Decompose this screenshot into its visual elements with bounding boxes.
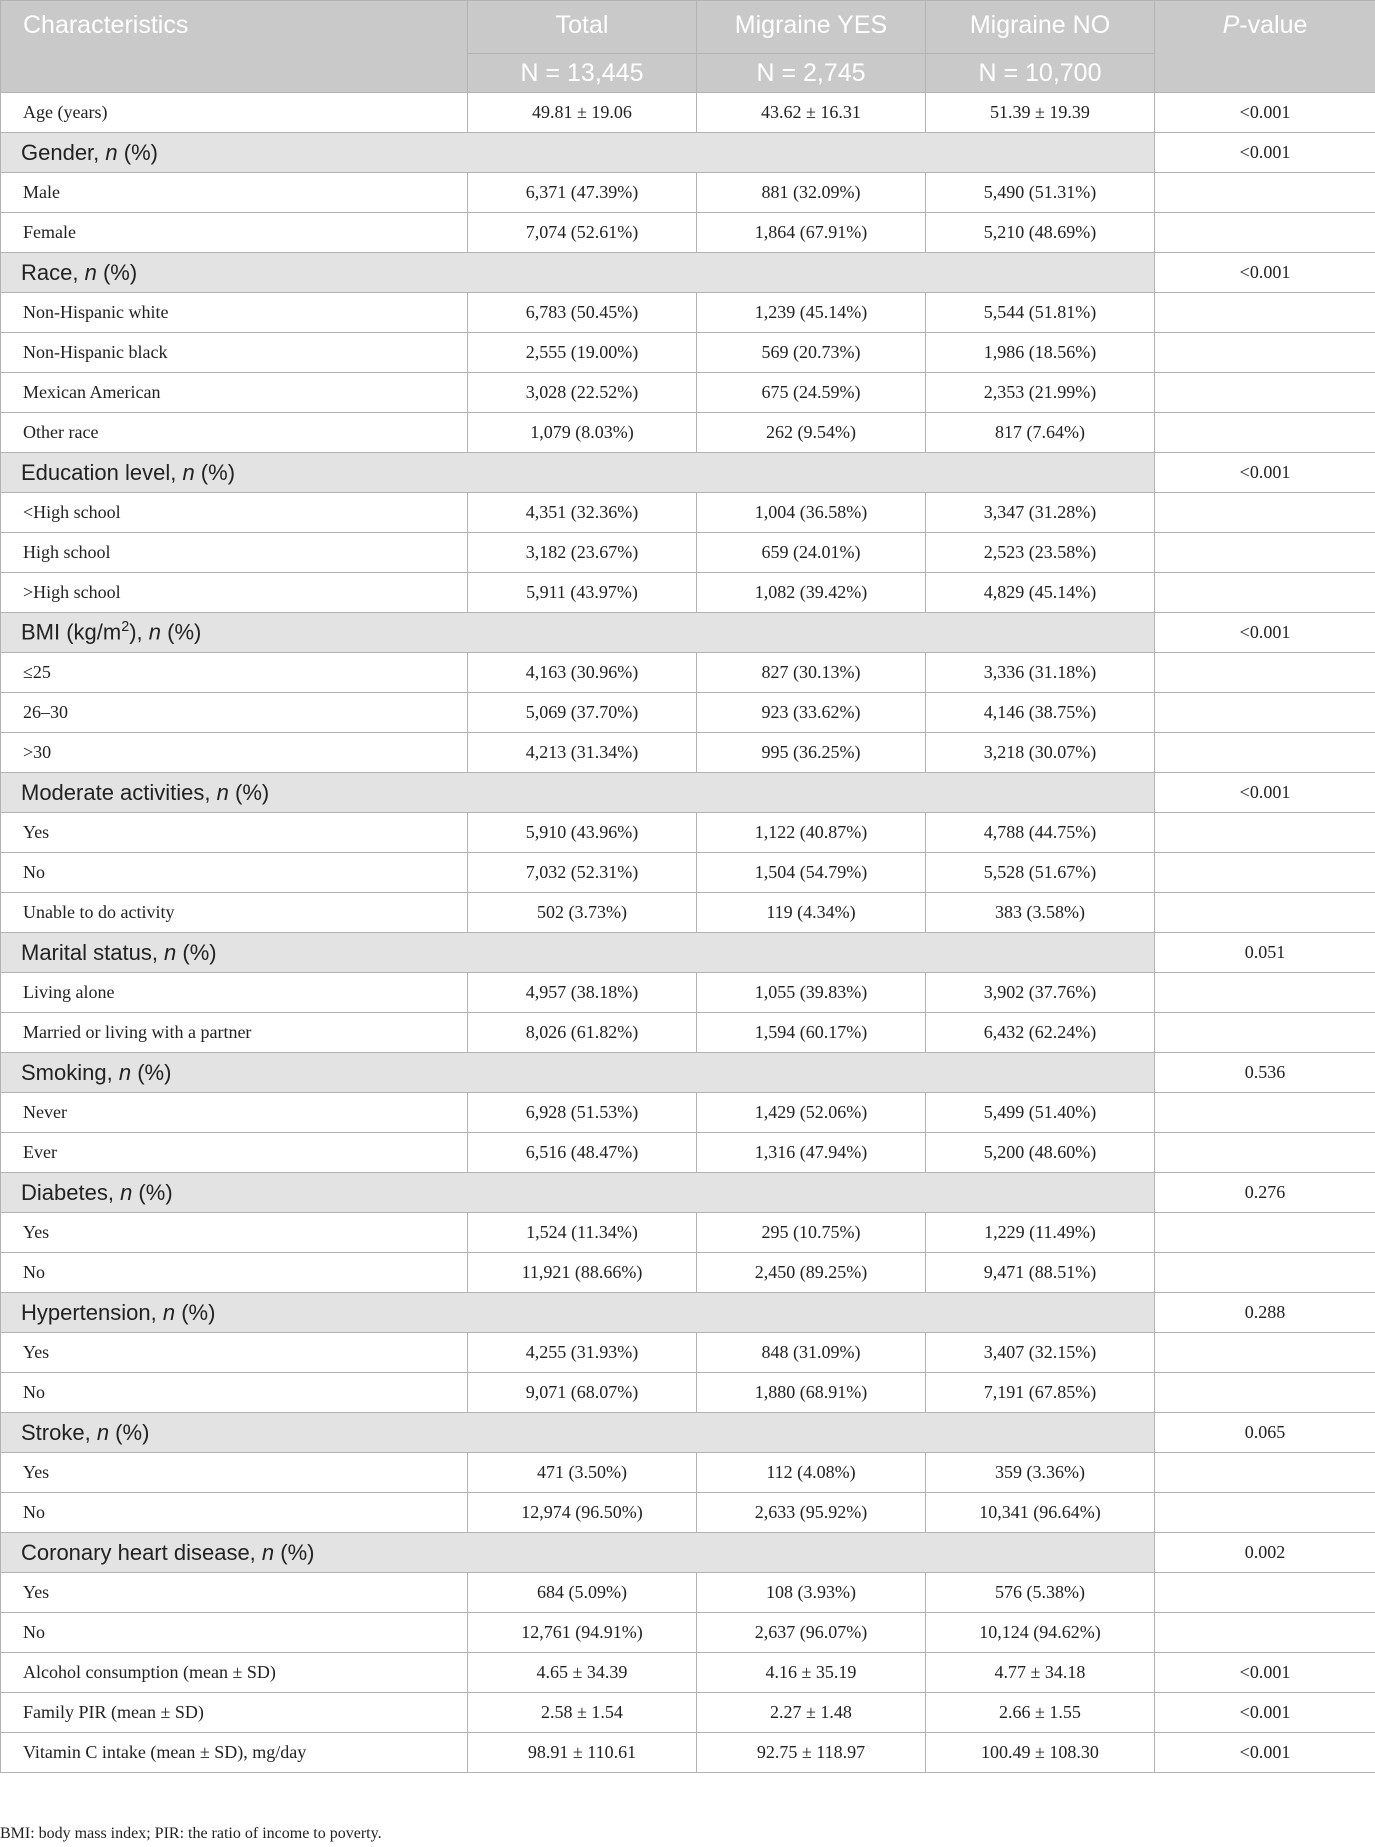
total-cell: 6,928 (51.53%) [468,1093,697,1133]
p-value-cell: 0.051 [1155,933,1375,973]
migraine-no-cell: 10,124 (94.62%) [926,1613,1155,1653]
section-label: Smoking, n (%) [1,1053,1155,1093]
total-cell: 9,071 (68.07%) [468,1373,697,1413]
table-row [1,213,1375,253]
row-label-cell: Ever [1,1133,468,1173]
table-row [1,1453,1375,1493]
p-value-cell: <0.001 [1155,453,1375,493]
total-cell: 502 (3.73%) [468,893,697,933]
header-n-yes: N = 2,745 [697,54,926,93]
total-cell: 49.81 ± 19.06 [468,93,697,133]
migraine-yes-cell: 1,082 (39.42%) [697,573,926,613]
section-header-row [1,1053,1375,1093]
migraine-no-cell: 3,336 (31.18%) [926,653,1155,693]
row-label-cell: Yes [1,1573,468,1613]
p-value-cell [1155,293,1375,333]
total-cell: 4,957 (38.18%) [468,973,697,1013]
section-header-row [1,1293,1375,1333]
migraine-yes-cell: 2,633 (95.92%) [697,1493,926,1533]
total-cell: 6,516 (48.47%) [468,1133,697,1173]
migraine-no-cell: 5,544 (51.81%) [926,293,1155,333]
migraine-yes-cell: 108 (3.93%) [697,1573,926,1613]
row-label-cell: Other race [1,413,468,453]
table-row [1,373,1375,413]
total-cell: 471 (3.50%) [468,1453,697,1493]
row-label-cell: Never [1,1093,468,1133]
section-header-row [1,1413,1375,1453]
section-label: BMI $(kg/m^2)$, n (%) [1,613,1155,653]
total-cell: 4,213 (31.34%) [468,733,697,773]
migraine-yes-cell: 1,429 (52.06%) [697,1093,926,1133]
table-row [1,493,1375,533]
p-value-cell [1155,213,1375,253]
migraine-yes-cell: 569 (20.73%) [697,333,926,373]
migraine-yes-cell: 92.75 ± 118.97 [697,1733,926,1773]
row-label-cell: Alcohol consumption (mean ± SD) [1,1653,468,1693]
header-n-no: N = 10,700 [926,54,1155,93]
total-cell: 1,079 (8.03%) [468,413,697,453]
p-value-cell: 0.002 [1155,1533,1375,1573]
row-label-cell: Female [1,213,468,253]
table-row [1,1613,1375,1653]
migraine-no-cell: 9,471 (88.51%) [926,1253,1155,1293]
p-value-cell [1155,373,1375,413]
table-row [1,1573,1375,1613]
migraine-no-cell: 7,191 (67.85%) [926,1373,1155,1413]
total-cell: 7,032 (52.31%) [468,853,697,893]
section-header-row [1,933,1375,973]
table-row [1,573,1375,613]
section-header-row [1,1173,1375,1213]
migraine-yes-cell: 881 (32.09%) [697,173,926,213]
section-header-row [1,1533,1375,1573]
migraine-yes-cell: 1,880 (68.91%) [697,1373,926,1413]
p-value-cell [1155,1493,1375,1533]
section-header-row [1,133,1375,173]
row-label-cell: >30 [1,733,468,773]
migraine-no-cell: 51.39 ± 19.39 [926,93,1155,133]
migraine-no-cell: 383 (3.58%) [926,893,1155,933]
migraine-no-cell: 3,347 (31.28%) [926,493,1155,533]
row-label-cell: ≤25 [1,653,468,693]
migraine-no-cell: 3,902 (37.76%) [926,973,1155,1013]
migraine-yes-cell: 848 (31.09%) [697,1333,926,1373]
p-value-cell [1155,493,1375,533]
migraine-no-cell: 6,432 (62.24%) [926,1013,1155,1053]
p-value-cell: <0.001 [1155,1733,1375,1773]
section-label: Stroke, n (%) [1,1413,1155,1453]
table-row [1,333,1375,373]
total-cell: 3,028 (22.52%) [468,373,697,413]
table-row [1,813,1375,853]
table-row [1,1373,1375,1413]
p-value-cell: <0.001 [1155,613,1375,653]
migraine-no-cell: 4,829 (45.14%) [926,573,1155,613]
p-value-cell: <0.001 [1155,1693,1375,1733]
total-cell: 98.91 ± 110.61 [468,1733,697,1773]
table-row [1,1133,1375,1173]
header-characteristics: Characteristics [1,1,468,93]
row-label-cell: High school [1,533,468,573]
row-label-cell: Mexican American [1,373,468,413]
section-label: Education level, n (%) [1,453,1155,493]
header-n-total: N = 13,445 [468,54,697,93]
total-cell: 684 (5.09%) [468,1573,697,1613]
migraine-no-cell: 5,528 (51.67%) [926,853,1155,893]
migraine-yes-cell: 2,637 (96.07%) [697,1613,926,1653]
table-row [1,1093,1375,1133]
table-row [1,1253,1375,1293]
total-cell: 2,555 (19.00%) [468,333,697,373]
migraine-no-cell: 2,523 (23.58%) [926,533,1155,573]
p-value-cell [1155,1133,1375,1173]
p-value-cell: <0.001 [1155,93,1375,133]
total-cell: 4,255 (31.93%) [468,1333,697,1373]
table-row [1,93,1375,133]
header-row-labels [1,1,1375,54]
migraine-yes-cell: 2,450 (89.25%) [697,1253,926,1293]
total-cell: 5,069 (37.70%) [468,693,697,733]
p-value-cell [1155,1213,1375,1253]
migraine-no-cell: 1,986 (18.56%) [926,333,1155,373]
row-label-cell: Yes [1,1213,468,1253]
section-label: Coronary heart disease, n (%) [1,1533,1155,1573]
p-value-cell [1155,1333,1375,1373]
migraine-no-cell: 2,353 (21.99%) [926,373,1155,413]
table-body [1,93,1375,1773]
section-label: Moderate activities, n (%) [1,773,1155,813]
migraine-no-cell: 5,490 (51.31%) [926,173,1155,213]
table-row [1,973,1375,1013]
migraine-no-cell: 5,200 (48.60%) [926,1133,1155,1173]
migraine-yes-cell: 43.62 ± 16.31 [697,93,926,133]
migraine-no-cell: 100.49 ± 108.30 [926,1733,1155,1773]
migraine-no-cell: 576 (5.38%) [926,1573,1155,1613]
p-value-cell [1155,413,1375,453]
migraine-yes-cell: 1,316 (47.94%) [697,1133,926,1173]
p-value-cell: <0.001 [1155,133,1375,173]
table-row [1,1013,1375,1053]
table-row [1,853,1375,893]
migraine-yes-cell: 262 (9.54%) [697,413,926,453]
section-label: Race, n (%) [1,253,1155,293]
migraine-yes-cell: 2.27 ± 1.48 [697,1693,926,1733]
p-value-cell [1155,1453,1375,1493]
p-value-cell: <0.001 [1155,1653,1375,1693]
row-label-cell: Married or living with a partner [1,1013,468,1053]
migraine-yes-cell: 295 (10.75%) [697,1213,926,1253]
table-row [1,1333,1375,1373]
migraine-no-cell: 5,499 (51.40%) [926,1093,1155,1133]
total-cell: 4,351 (32.36%) [468,493,697,533]
migraine-no-cell: 1,229 (11.49%) [926,1213,1155,1253]
p-value-cell [1155,1573,1375,1613]
total-cell: 5,911 (43.97%) [468,573,697,613]
section-header-row [1,613,1375,653]
row-label-cell: No [1,1613,468,1653]
total-cell: 2.58 ± 1.54 [468,1693,697,1733]
p-value-cell [1155,1373,1375,1413]
row-label-cell: Vitamin C intake (mean ± SD), mg/day [1,1733,468,1773]
row-label-cell: No [1,1373,468,1413]
row-label-cell: 26–30 [1,693,468,733]
p-value-cell: <0.001 [1155,773,1375,813]
migraine-yes-cell: 1,864 (67.91%) [697,213,926,253]
section-header-row [1,453,1375,493]
header-p-value: P-value [1155,1,1375,93]
migraine-no-cell: 10,341 (96.64%) [926,1493,1155,1533]
p-value-cell [1155,1613,1375,1653]
migraine-yes-cell: 1,004 (36.58%) [697,493,926,533]
total-cell: 8,026 (61.82%) [468,1013,697,1053]
migraine-yes-cell: 119 (4.34%) [697,893,926,933]
total-cell: 3,182 (23.67%) [468,533,697,573]
row-label-cell: Unable to do activity [1,893,468,933]
header-migraine-yes: Migraine YES [697,1,926,54]
migraine-yes-cell: 1,594 (60.17%) [697,1013,926,1053]
migraine-yes-cell: 1,504 (54.79%) [697,853,926,893]
section-header-row [1,253,1375,293]
table-row [1,1493,1375,1533]
total-cell: 12,761 (94.91%) [468,1613,697,1653]
row-label-cell: No [1,853,468,893]
migraine-no-cell: 4,788 (44.75%) [926,813,1155,853]
table-row [1,693,1375,733]
migraine-no-cell: 817 (7.64%) [926,413,1155,453]
row-label-cell: Yes [1,1453,468,1493]
total-cell: 6,371 (47.39%) [468,173,697,213]
p-value-cell [1155,853,1375,893]
p-value-cell [1155,573,1375,613]
migraine-yes-cell: 112 (4.08%) [697,1453,926,1493]
p-value-cell [1155,1253,1375,1293]
row-label-cell: Yes [1,813,468,853]
table-row [1,293,1375,333]
row-label-cell: Yes [1,1333,468,1373]
section-label: Marital status, n (%) [1,933,1155,973]
total-cell: 1,524 (11.34%) [468,1213,697,1253]
migraine-yes-cell: 923 (33.62%) [697,693,926,733]
p-value-cell: 0.276 [1155,1173,1375,1213]
p-value-cell: <0.001 [1155,253,1375,293]
migraine-no-cell: 4,146 (38.75%) [926,693,1155,733]
migraine-yes-cell: 995 (36.25%) [697,733,926,773]
total-cell: 4,163 (30.96%) [468,653,697,693]
migraine-no-cell: 5,210 (48.69%) [926,213,1155,253]
table-row [1,1213,1375,1253]
migraine-yes-cell: 827 (30.13%) [697,653,926,693]
p-value-cell: 0.065 [1155,1413,1375,1453]
migraine-no-cell: 3,407 (32.15%) [926,1333,1155,1373]
table-row [1,893,1375,933]
table-row [1,653,1375,693]
table-row [1,413,1375,453]
row-label-cell: <High school [1,493,468,533]
migraine-yes-cell: 1,055 (39.83%) [697,973,926,1013]
row-label-cell: Male [1,173,468,213]
total-cell: 6,783 (50.45%) [468,293,697,333]
p-value-cell [1155,333,1375,373]
header-total: Total [468,1,697,54]
total-cell: 7,074 (52.61%) [468,213,697,253]
migraine-yes-cell: 675 (24.59%) [697,373,926,413]
migraine-yes-cell: 659 (24.01%) [697,533,926,573]
row-label-cell: No [1,1253,468,1293]
section-label: Hypertension, n (%) [1,1293,1155,1333]
p-value-cell: 0.288 [1155,1293,1375,1333]
table-row [1,733,1375,773]
table-footnote: BMI: body mass index; PIR: the ratio of income to poverty. [0,1825,382,1842]
p-value-cell [1155,733,1375,773]
section-label: Gender, n (%) [1,133,1155,173]
total-cell: 11,921 (88.66%) [468,1253,697,1293]
section-header-row [1,773,1375,813]
row-label-cell: Family PIR (mean ± SD) [1,1693,468,1733]
p-value-cell [1155,893,1375,933]
header-migraine-no: Migraine NO [926,1,1155,54]
migraine-no-cell: 359 (3.36%) [926,1453,1155,1493]
row-label-cell: Non-Hispanic black [1,333,468,373]
table-row [1,173,1375,213]
section-label: Diabetes, n (%) [1,1173,1155,1213]
total-cell: 4.65 ± 34.39 [468,1653,697,1693]
table-row [1,1693,1375,1733]
migraine-yes-cell: 4.16 ± 35.19 [697,1653,926,1693]
table-row [1,533,1375,573]
p-value-cell [1155,693,1375,733]
p-value-cell [1155,653,1375,693]
total-cell: 5,910 (43.96%) [468,813,697,853]
row-label-cell: No [1,1493,468,1533]
row-label-cell: Living alone [1,973,468,1013]
table-row [1,1733,1375,1773]
p-value-cell: 0.536 [1155,1053,1375,1093]
p-value-cell [1155,1013,1375,1053]
migraine-no-cell: 2.66 ± 1.55 [926,1693,1155,1733]
p-value-cell [1155,1093,1375,1133]
table-row [1,1653,1375,1693]
migraine-no-cell: 4.77 ± 34.18 [926,1653,1155,1693]
row-label-cell: Age (years) [1,93,468,133]
migraine-yes-cell: 1,239 (45.14%) [697,293,926,333]
p-value-cell [1155,173,1375,213]
total-cell: 12,974 (96.50%) [468,1493,697,1533]
p-value-cell [1155,813,1375,853]
row-label-cell: >High school [1,573,468,613]
p-value-cell [1155,973,1375,1013]
migraine-no-cell: 3,218 (30.07%) [926,733,1155,773]
migraine-yes-cell: 1,122 (40.87%) [697,813,926,853]
p-value-cell [1155,533,1375,573]
row-label-cell: Non-Hispanic white [1,293,468,333]
